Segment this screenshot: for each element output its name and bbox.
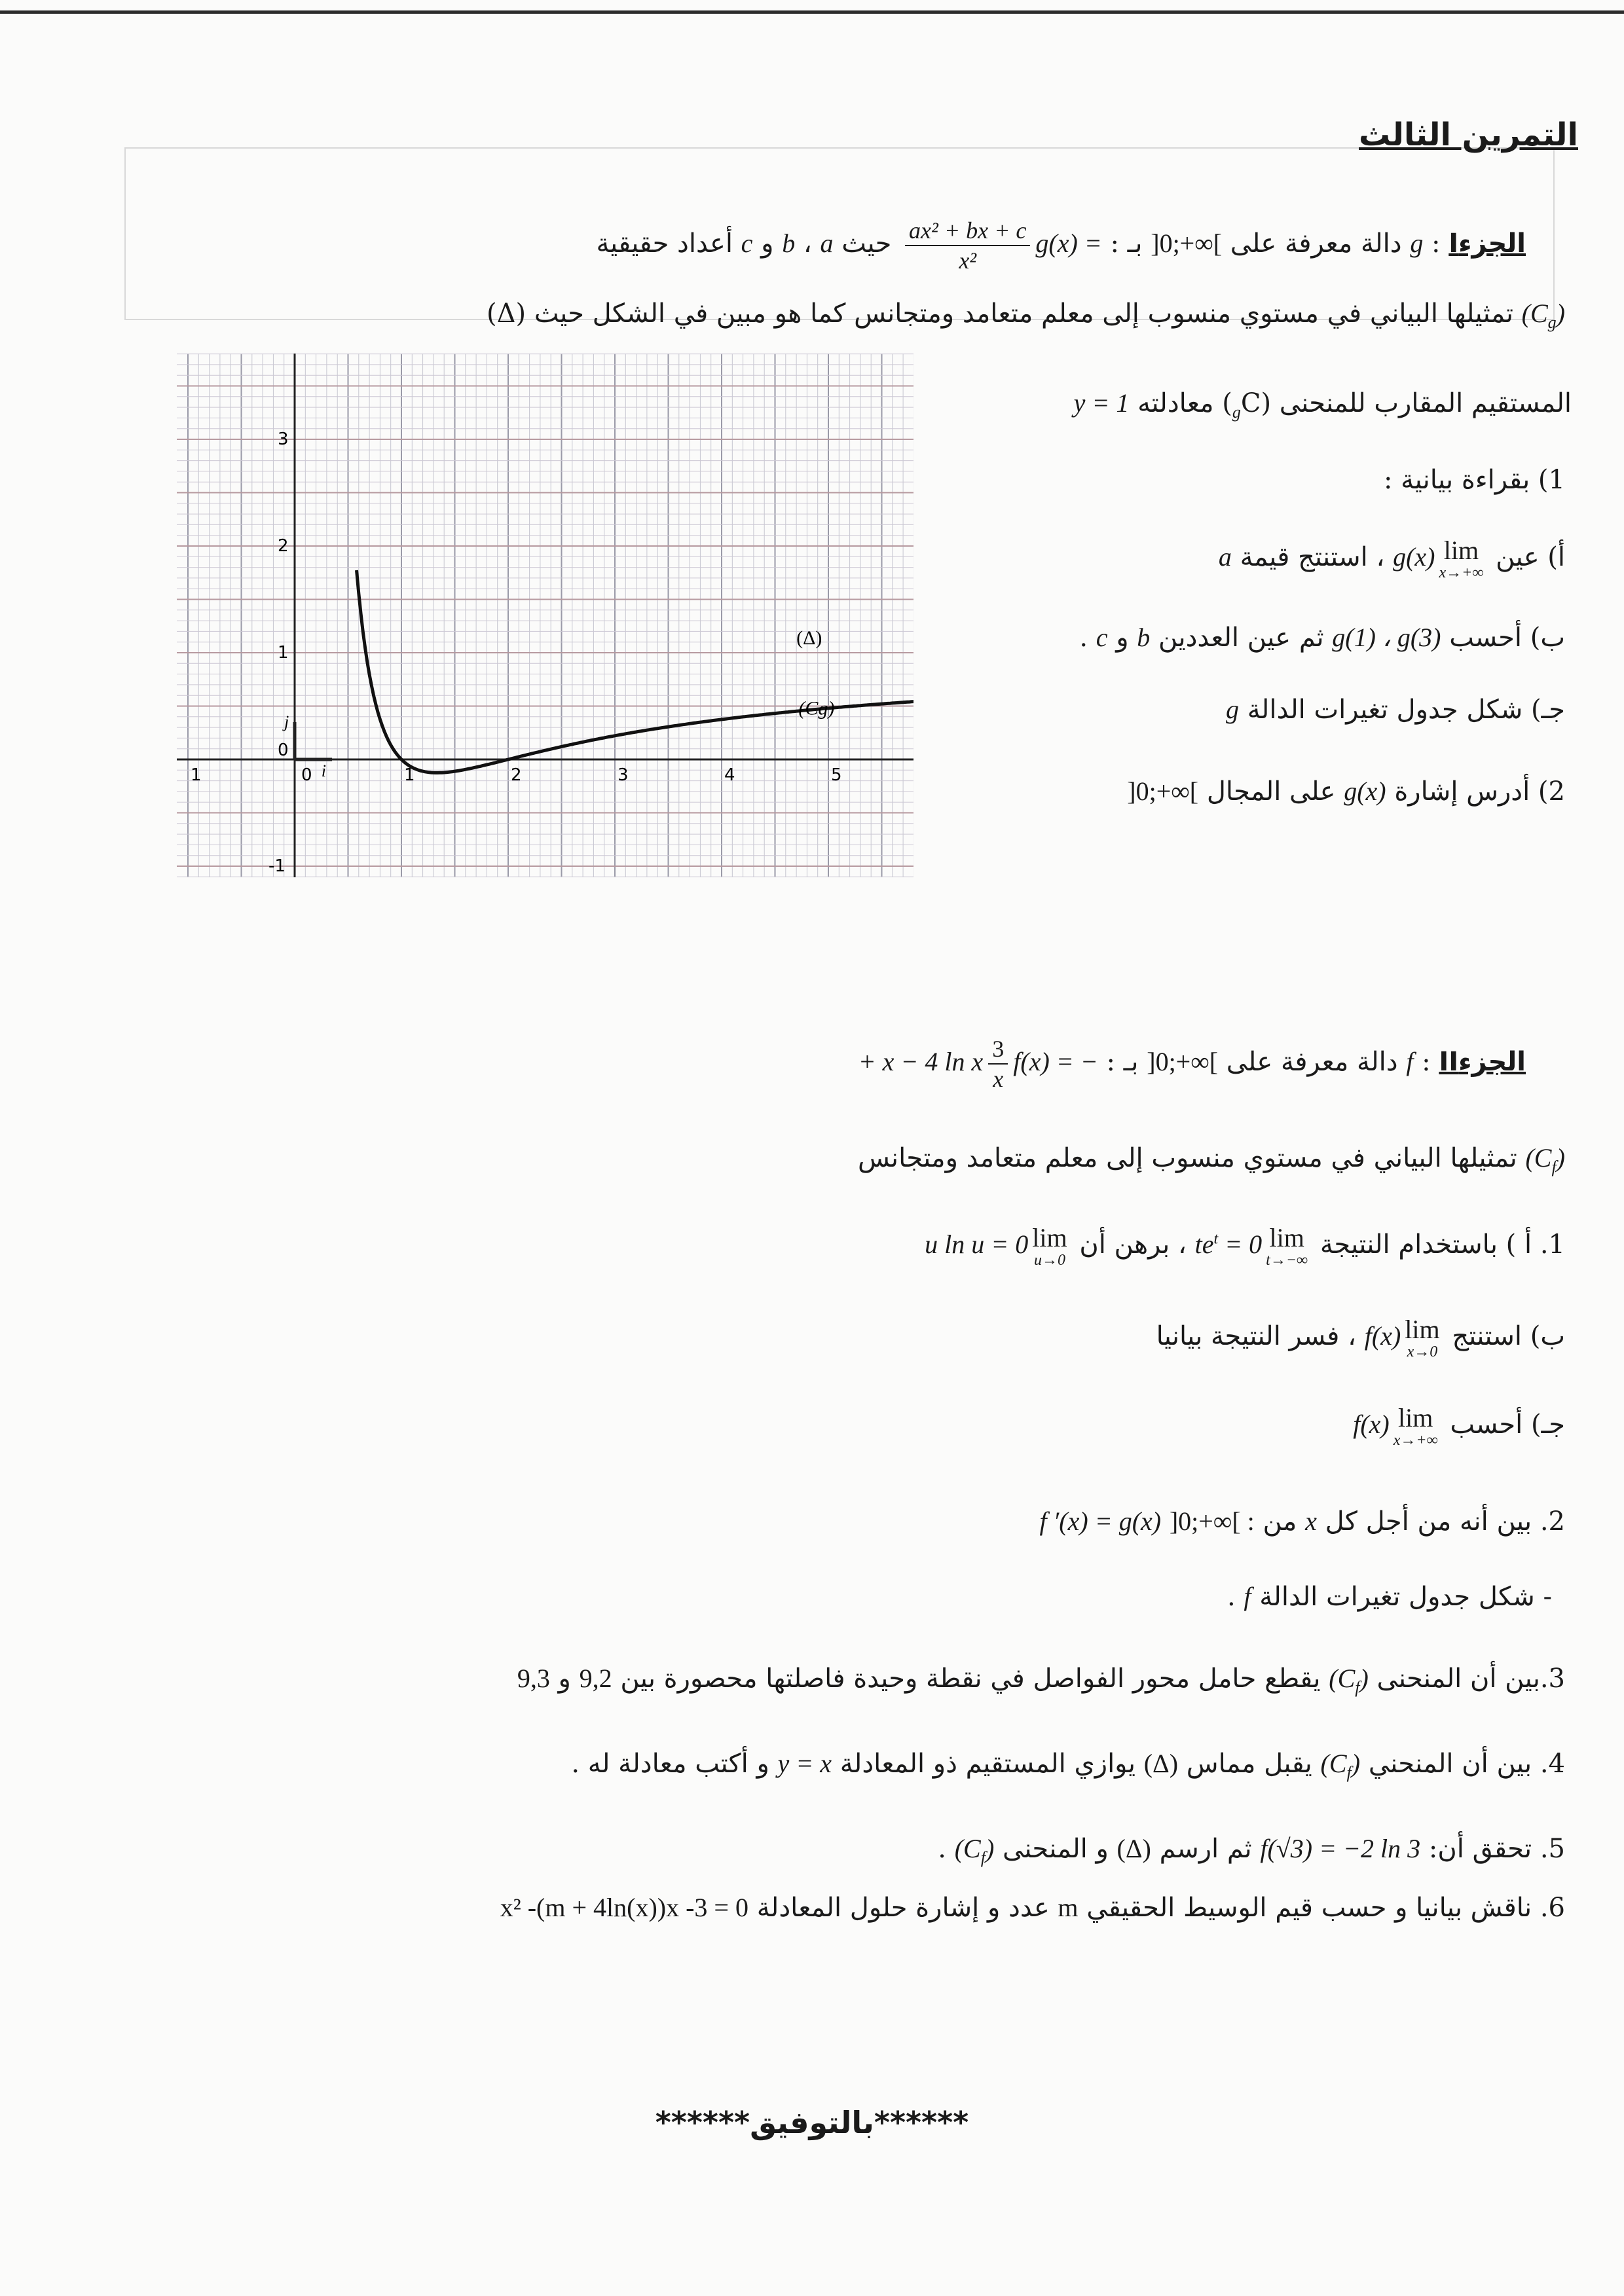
part1-q1b: ب) أحسب g(1) ، g(3) ثم عين العددين b و c .: [1079, 623, 1565, 653]
part2-line1: الجزءII : f دالة معرفة على ]0;+∞[ بـ : f(x) = − $\frac{3}{x}$ + x − 4 ln x: [858, 1036, 1526, 1092]
x-tick-label: 3: [618, 765, 629, 785]
part1-q2: 2) أدرس إشارة g(x) على المجال ]0;+∞[: [1127, 776, 1565, 807]
g-fraction: $\frac{\text{ax² + bx + c}}{\text{x²}}$: [905, 216, 1030, 275]
y-tick-label: -1: [268, 856, 286, 876]
y-tick-label: 1: [278, 643, 289, 663]
footer-good-luck: ******بالتوفيق******: [655, 2105, 969, 2140]
x-tick-label: 4: [724, 765, 735, 785]
part2-q5: 5. تحقق أن: f(√3) = −2 ln 3 ثم ارسم (Δ) و المنحنى $(C_f)$ .: [938, 1834, 1565, 1867]
part1-line2: $(C_g)$ تمثيلها البياني في مستوي منسوب إلى معلم متعامد ومتجانس كما هو مبين في الشكل حيث (Δ): [487, 299, 1565, 332]
y-tick-label: 2: [278, 536, 289, 556]
g-function-graph: [177, 354, 913, 877]
x-tick-label: 1: [404, 765, 415, 785]
part2-q1a: 1. أ ) باستخدام النتيجة lim t→−∞ $te^t = 0$ ، برهن أن lim u→0 u ln u = 0: [925, 1223, 1565, 1269]
part2-q2c: - شكل جدول تغيرات الدالة f .: [1227, 1582, 1552, 1612]
part2-q1c: جـ) أحسب lim x→+∞ f(x): [1353, 1403, 1565, 1449]
f-fraction: $\frac{3}{x}$: [988, 1034, 1008, 1093]
part2-q1b: ب) استنتج lim x→0 f(x) ، فسر النتيجة بيانيا: [1156, 1315, 1565, 1360]
x-tick-label: 5: [831, 765, 842, 785]
x-tick-label: 1: [191, 765, 202, 785]
y-tick-label: 3: [278, 429, 289, 449]
delta-label: (Δ): [796, 627, 822, 649]
part2-q3: 3.بين أن المنحنى $(C_f)$ يقطع حامل محور الفواصل في نقطة وحيدة فاصلتها محصورة بين 9,2 و 9,3: [517, 1664, 1565, 1697]
part1-q1: 1) بقراءة بيانية :: [1383, 465, 1565, 495]
unit-i-label: i: [321, 761, 326, 780]
part1-q1a: أ) عين lim x→+∞ g(x) ، استنتج قيمة a: [1218, 536, 1565, 581]
part2-q6: 6. ناقش بيانيا و حسب قيم الوسيط الحقيقي m عدد و إشارة حلول المعادلة x² -(m + 4ln(x))x -3 = 0: [500, 1893, 1565, 1923]
part2-q2: 2. بين أنه من أجل كل x من ]0;+∞[ : f ′(x) = g(x): [1039, 1506, 1565, 1537]
part2-q4: 4. بين أن المنحني $(C_f)$ يقبل مماس (Δ) يوازي المستقيم ذو المعادلة y = x و أكتب معادلة له .: [571, 1749, 1565, 1782]
cg-curve: [357, 570, 914, 773]
part2-line2: $(C_f)$ تمثيلها البياني في مستوي منسوب إلى معلم متعامد ومتجانس: [857, 1143, 1565, 1176]
part1-line3: المستقيم المقارب للمنحنى $(C_g)$ معادلته y = 1: [1073, 388, 1572, 422]
unit-j-label: j: [284, 712, 289, 732]
top-border-line: [0, 10, 1624, 14]
cg-label: (Cg): [798, 697, 835, 720]
y-tick-label: 0: [278, 740, 289, 760]
part1-line1: الجزءI : g دالة معرفة على ]0;+∞[ بـ : g(x) = $\frac{\text{ax² + bx + c}}{\text{x²}}$ حيث a ، b و c أعداد حقيقية: [596, 217, 1526, 274]
part1-label: الجزءI: [1449, 228, 1526, 259]
part1-q1c: جـ) شكل جدول تغيرات الدالة g: [1225, 695, 1565, 725]
exercise-title: التمرين الثالث: [1359, 117, 1578, 153]
x-tick-label: 0: [301, 765, 312, 785]
x-tick-label: 2: [511, 765, 522, 785]
part2-label: الجزءII: [1439, 1047, 1526, 1077]
